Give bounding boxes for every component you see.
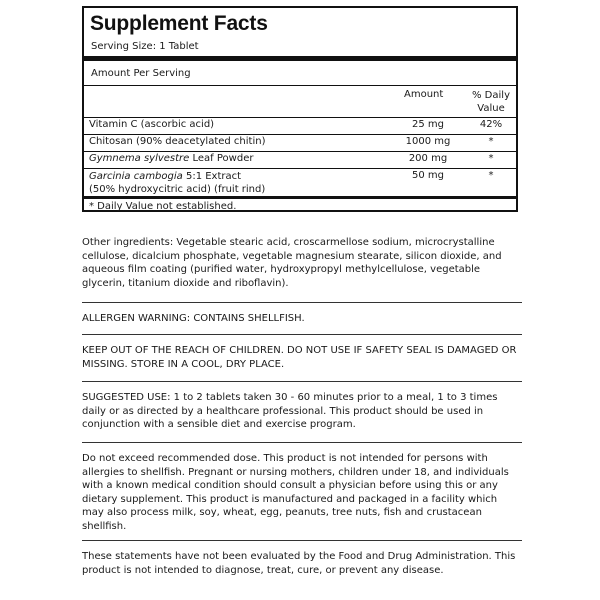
nutrient-row-vitamin-c [84, 117, 516, 133]
nutrient-amount: 1000 mg [405, 136, 451, 147]
thick-divider [84, 56, 516, 61]
keep-out-warning: KEEP OUT OF THE REACH OF CHILDREN. DO NOT USE IF SAFETY SEAL IS DAMAGED OR MISSING. STORE IN A COOL, DRY PLACE. [82, 345, 517, 370]
nutrient-name-rest: Leaf Powder [189, 153, 254, 164]
nutrient-row-garcinia [84, 168, 516, 199]
nutrient-row-gymnema [84, 151, 516, 167]
nutrient-name-line2: (50% hydroxycitric acid) (fruit rind) [89, 184, 266, 195]
section-divider [82, 540, 522, 541]
nutrient-name-italic: Garcinia cambogia [89, 171, 183, 182]
dose-warning: Do not exceed recommended dose. This product is not intended for persons with allergies to shellfish. Pregnant or nursing mothers, children under 18, and individuals with a known medical condition should consult a physician before using this or any dietary supplement. This product is manufactured and packaged in a facility which may also process milk, soy, wheat, egg, peanuts, tree nuts, fish and crustacean shellfish. [82, 453, 509, 532]
bottom-divider [84, 196, 516, 199]
amount-column-header: Amount [404, 89, 444, 100]
serving-size: Serving Size: 1 Tablet [91, 41, 199, 52]
nutrient-daily-value: * [488, 136, 494, 147]
nutrient-name-italic: Gymnema sylvestre [89, 153, 190, 164]
nutrient-name-rest: 5:1 Extract [182, 171, 242, 182]
daily-value-footnote: * Daily Value not established. [89, 201, 237, 212]
daily-value-column-header [464, 89, 518, 115]
nutrient-name [89, 153, 253, 164]
fda-statement: These statements have not been evaluated by the Food and Drug Administration. This product is not intended to diagnose, treat, cure, or prevent any disease. [82, 551, 516, 576]
section-divider [82, 334, 522, 335]
other-ingredients: Other ingredients: Vegetable stearic acid, croscarmellose sodium, microcrystalline cellulose, dicalcium phosphate, vegetable magnesium stearate, silicon dioxide, and aqueous film coating (purified water, hydroxypropyl methylcellulose, vegetable glycerin, titanium dioxide and riboflavin). [82, 237, 502, 289]
thin-divider [84, 85, 516, 86]
nutrient-daily-value: 42% [479, 119, 503, 130]
section-divider [82, 302, 522, 303]
suggested-use: SUGGESTED USE: 1 to 2 tablets taken 30 - 60 minutes prior to a meal, 1 to 3 times daily or as directed by a healthcare professional. This product should be used in conjunction with a sensible diet and exercise program. [82, 392, 498, 430]
nutrient-name: Chitosan (90% deacetylated chitin) [89, 136, 266, 147]
facts-title: Supplement Facts [90, 12, 268, 35]
section-divider [82, 381, 522, 382]
supplement-facts-panel [82, 6, 518, 212]
daily-value-header-line2: Value [477, 103, 505, 114]
nutrient-row-chitosan [84, 134, 516, 150]
amount-per-serving: Amount Per Serving [91, 68, 191, 79]
nutrient-amount: 200 mg [408, 153, 448, 164]
section-divider [82, 442, 522, 443]
nutrient-amount: 25 mg [412, 119, 444, 130]
daily-value-header-line1: % Daily [472, 90, 510, 101]
allergen-warning: ALLERGEN WARNING: CONTAINS SHELLFISH. [82, 313, 305, 324]
nutrient-name [89, 170, 265, 196]
nutrient-name: Vitamin C (ascorbic acid) [89, 119, 215, 130]
nutrient-daily-value: * [488, 153, 494, 164]
nutrient-daily-value: * [488, 170, 494, 181]
nutrient-amount: 50 mg [412, 170, 444, 181]
